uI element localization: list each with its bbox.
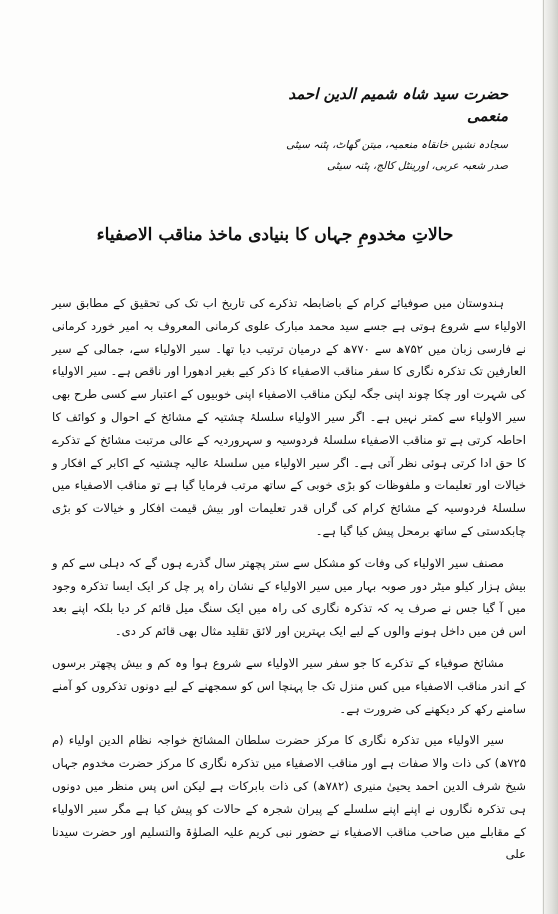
- article-title: حالاتِ مخدومِ جہاں کا بنیادی ماخذ مناقب الاصفیاء: [96, 225, 454, 245]
- paragraph-3: مشائخ صوفیاء کے تذکرے کا جو سفر سیر الاولیاء سے شروع ہوا وہ کم و بیش پچھتر برسوں کے اندر مناقب الاصفیاء میں کس منزل تک جا پہنچا اس کو سمجھنے کے لیے دونوں تذکروں کو آمنے سامنے رکھ کر دیکھنے کی ضرورت ہے۔: [52, 655, 526, 716]
- page-spine-shadow: [542, 0, 558, 914]
- paragraph-2: مصنف سیر الاولیاء کی وفات کو مشکل سے ستر پچھتر سال گذرے ہوں گے کہ دہلی سے کم و بیش ہزار کیلو میٹر دور صوبہ بہار میں سیر الاولیاء کے نشان راہ پر چل کر ایک ایسا تذکرہ وجود میں آ گیا جس نے صرف یہ کہ تذکرہ نگاری کی راہ میں ایک سنگ میل قائم کر دیا بلکہ اپنے بعد اس فن میں داخل ہونے والوں کے لیے ایک بہترین اور لائق تقلید مثال بھی قائم کر دی۔: [52, 555, 526, 639]
- paragraph-4: سیر الاولیاء میں تذکرہ نگاری کا مرکز حضرت سلطان المشائخ خواجہ نظام الدین اولیاء (م ۷۲۵ھ) کی ذات والا صفات ہے اور مناقب الاصفیاء میں تذکرہ نگاری کا مرکز حضرت مخدوم جہاں شیخ شرف الدین احمد یحییٰ منیری (۷۸۲ھ) کی ذات بابرکات ہے لیکن اس پس منظر میں دونوں ہی تذکرہ نگاروں نے اپنے اپنے سلسلے کے پیران شجرہ کے حالات کو پیش کیا ہے مگر سیر الاولیاء کے مقابلے میں صاحب مناقب الاصفیاء نے حضور نبی کریم علیہ الصلوٰۃ والتسلیم اور حضرت سیدنا علی: [52, 733, 526, 862]
- article-body: [52, 292, 526, 875]
- author-affiliation-2: صدر شعبہ عربی، اورینٹل کالج، پٹنہ سیٹی: [327, 160, 508, 172]
- author-name: حضرت سید شاہ شمیم الدین احمد منعمی: [288, 85, 508, 125]
- page-fold-line: [543, 0, 544, 914]
- author-block: [248, 83, 508, 177]
- paragraph-1: ہندوستان میں صوفیائے کرام کے باضابطہ تذکرے کی تاریخ اب تک کی تحقیق کے مطابق سیر الاولیاء سے شروع ہوتی ہے جسے سید محمد مبارک علوی کرمانی المعروف بہ امیر خورد کرمانی نے فارسی زبان میں ۷۵۲ھ سے ۷۷۰ھ کے درمیان ترتیب دیا تھا۔ سیر الاولیاء سے، جمالی کے سیر العارفین تک تذکرہ نگاری کا سفر مناقب الاصفیاء کا ذکر کیے بغیر ادھورا اور ناقص ہے۔ سیر الاولیاء کی شہرت اور چکا چوند اپنی جگہ لیکن مناقب الاصفیاء اپنی خوبیوں کے اعتبار سے کسی طرح بھی سیر الاولیاء سے کمتر نہیں ہے۔ اگر سیر الاولیاء سلسلۂ چشتیہ کے مشائخ کے احوال و کوائف کا احاطہ کرتی ہے تو مناقب الاصفیاء سلسلۂ فردوسیہ و سہروردیہ کے عالی مرتبت مشائخ کے تذکرے کا حق ادا کرتی ہوئی نظر آتی ہے۔ اگر سیر الاولیاء میں سلسلۂ عالیہ چشتیہ کے اکابر کے افکار و خیالات اور تعلیمات و ملفوظات کو بڑی خوبی کے ساتھ مرتب فرمایا گیا ہے تو مناقب الاصفیاء میں سلسلۂ فردوسیہ کے مشائخ کرام کی گراں قدر تعلیمات اور بیش قیمت افکار و خیالات کو بڑی چابکدستی کے ساتھ برمحل پیش کیا گیا ہے۔: [52, 296, 527, 538]
- author-affiliation-1: سجادہ نشیں خانقاہ منعمیہ، میتن گھاٹ، پٹنہ سیٹی: [286, 139, 508, 151]
